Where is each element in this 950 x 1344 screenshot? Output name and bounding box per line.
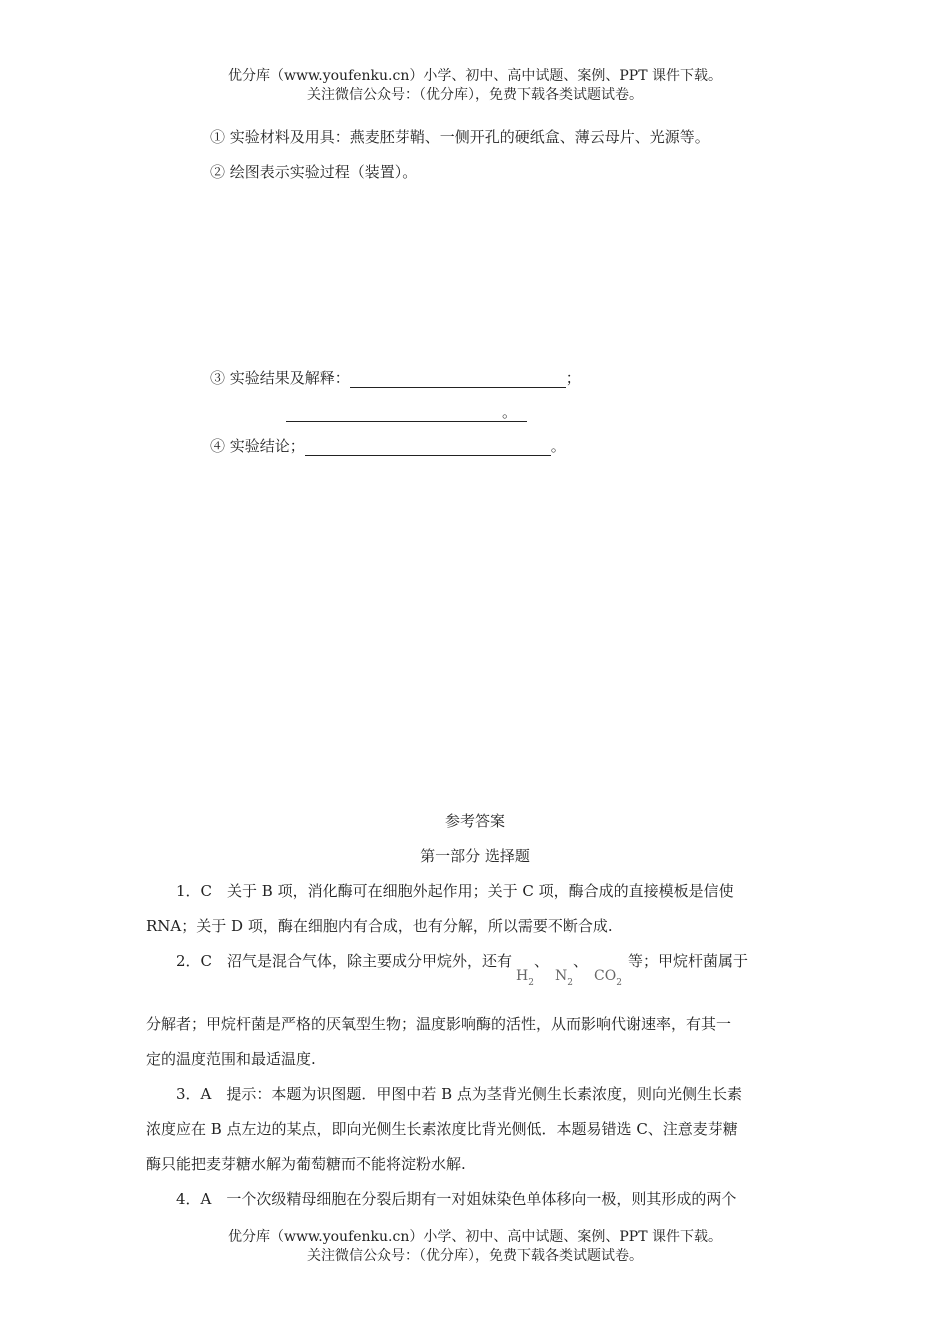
experiment-item-4 bbox=[210, 435, 566, 456]
formula-h2: $H_2$ bbox=[516, 968, 534, 988]
answer-blank-result[interactable] bbox=[350, 373, 566, 388]
answer-q2-line1 bbox=[176, 950, 836, 988]
experiment-item-1: ① 实验材料及用具：燕麦胚芽鞘、一侧开孔的硬纸盒、薄云母片、光源等。 bbox=[210, 128, 710, 146]
formula-n2: $N_2$ bbox=[555, 968, 573, 988]
experiment-item-3-label: ③ 实验结果及解释： bbox=[210, 369, 350, 387]
experiment-item-4-end: 。 bbox=[550, 437, 566, 455]
experiment-item-2: ② 绘图表示实验过程（装置）。 bbox=[210, 163, 418, 181]
answer-q2-sep-2: 、 bbox=[572, 952, 588, 970]
answer-q3-line3: 酶只能把麦芽糖水解为葡萄糖而不能将淀粉水解. bbox=[146, 1155, 466, 1173]
page-header-line1: 优分库（www.youfenku.cn）小学、初中、高中试题、案例、PPT 课件下载。 bbox=[227, 68, 722, 84]
page-footer-line1: 优分库（www.youfenku.cn）小学、初中、高中试题、案例、PPT 课件下载。 bbox=[227, 1229, 722, 1245]
answer-q2-line2: 分解者；甲烷杆菌是严格的厌氧型生物；温度影响酶的活性，从而影响代谢速率，有其一 bbox=[146, 1015, 732, 1033]
answers-title: 参考答案 bbox=[444, 812, 505, 830]
answer-q2-sep-1: 、 bbox=[533, 952, 549, 970]
answer-q3-line2: 浓度应在 B 点左边的某点，即向光侧生长素浓度比背光侧低．本题易错选 C、注意麦芽糖 bbox=[146, 1120, 738, 1138]
answer-q2-text-b: 等；甲烷杆菌属于 bbox=[627, 952, 748, 970]
answer-q2-text-a: 2．C 沼气是混合气体，除主要成分甲烷外，还有 bbox=[176, 952, 513, 970]
experiment-item-3-continuation bbox=[286, 401, 527, 422]
experiment-item-3 bbox=[210, 367, 581, 388]
experiment-item-3-separator: ； bbox=[565, 369, 581, 387]
formula-co2: $CO_2$ bbox=[594, 968, 622, 988]
answer-q1-line2: RNA；关于 D 项，酶在细胞内有合成，也有分解，所以需要不断合成. bbox=[146, 917, 613, 935]
answer-q1-line1: 1．C 关于 B 项，消化酶可在细胞外起作用；关于 C 项，酶合成的直接模板是信使 bbox=[176, 882, 734, 900]
answer-q4-line1: 4．A 一个次级精母细胞在分裂后期有一对姐妹染色单体移向一极，则其形成的两个 bbox=[176, 1190, 737, 1208]
answer-blank-explanation[interactable] bbox=[286, 407, 502, 422]
experiment-item-4-label: ④ 实验结论； bbox=[210, 437, 305, 455]
page-footer-line2: 关注微信公众号：（优分库），免费下载各类试题试卷。 bbox=[307, 1248, 643, 1264]
answer-blank-conclusion[interactable] bbox=[305, 441, 551, 456]
answer-q3-line1: 3．A 提示：本题为识图题．甲图中若 B 点为茎背光侧生长素浓度，则向光侧生长素 bbox=[176, 1085, 742, 1103]
answer-q2-line3: 定的温度范围和最适温度. bbox=[146, 1050, 316, 1068]
page-header-line2: 关注微信公众号：（优分库），免费下载各类试题试卷。 bbox=[307, 87, 643, 103]
answers-section-title: 第一部分 选择题 bbox=[420, 847, 530, 865]
experiment-item-3-end: 。 bbox=[502, 403, 527, 422]
